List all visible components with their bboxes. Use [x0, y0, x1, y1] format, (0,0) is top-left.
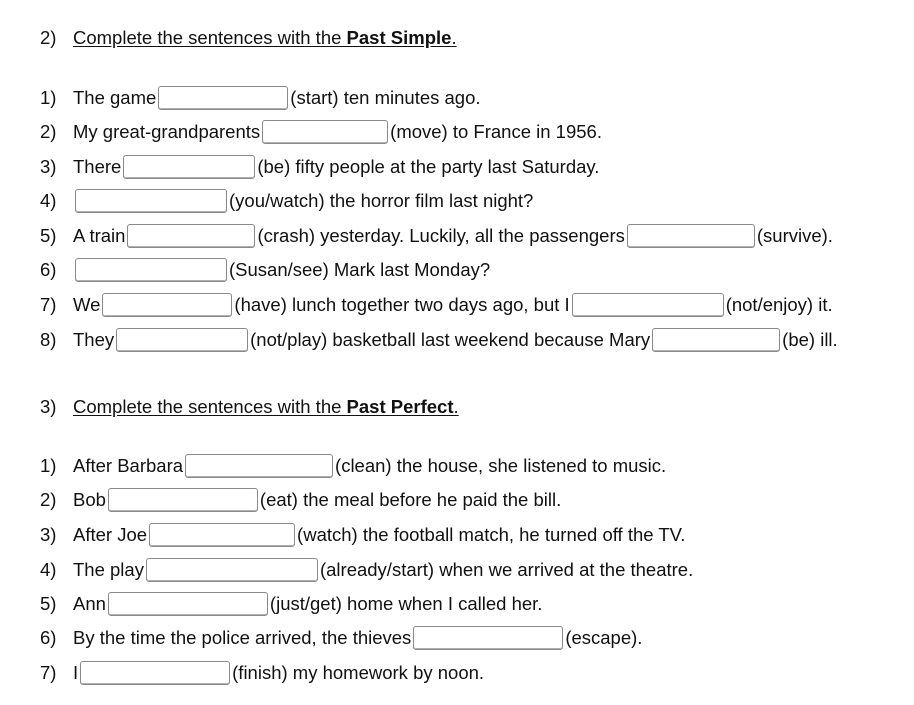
section-title: Complete the sentences with the Past Perfect.	[73, 396, 459, 417]
answer-input[interactable]	[185, 454, 333, 478]
answer-input[interactable]	[413, 626, 563, 650]
answer-input[interactable]	[149, 523, 295, 547]
answer-input[interactable]	[158, 86, 288, 110]
exercise-item: 7) I (finish) my homework by noon.	[40, 662, 485, 683]
exercise-item: 2) My great-grandparents (move) to France in 1956.	[40, 121, 602, 142]
section-number: 3)	[40, 396, 57, 417]
answer-input[interactable]	[80, 661, 230, 685]
exercise-item: 3) After Joe (watch) the football match, he turned off the TV.	[40, 524, 686, 545]
exercise-item: 2) Bob (eat) the meal before he paid the bill.	[40, 489, 562, 510]
section-2-heading	[40, 27, 457, 49]
section-title: Complete the sentences with the Past Simple.	[73, 27, 457, 48]
section-number: 2)	[40, 27, 57, 48]
answer-input[interactable]	[75, 189, 227, 213]
answer-input[interactable]	[627, 224, 755, 248]
answer-input[interactable]	[75, 258, 227, 282]
exercise-item: 4) (you/watch) the horror film last night?	[40, 190, 534, 211]
answer-input[interactable]	[127, 224, 255, 248]
section-3-heading	[40, 396, 459, 418]
answer-input[interactable]	[108, 592, 268, 616]
answer-input[interactable]	[102, 293, 232, 317]
answer-input[interactable]	[262, 120, 388, 144]
exercise-item: 8) They (not/play) basketball last weekend because Mary (be) ill.	[40, 329, 838, 350]
answer-input[interactable]	[108, 488, 258, 512]
answer-input[interactable]	[123, 155, 255, 179]
exercise-item: 3) There (be) fifty people at the party last Saturday.	[40, 156, 600, 177]
exercise-item: 4) The play (already/start) when we arrived at the theatre.	[40, 559, 694, 580]
answer-input[interactable]	[146, 558, 318, 582]
exercise-item: 1) The game (start) ten minutes ago.	[40, 87, 481, 108]
answer-input[interactable]	[572, 293, 724, 317]
exercise-item: 5) A train (crash) yesterday. Luckily, all the passengers (survive).	[40, 225, 833, 246]
exercise-item: 7) We (have) lunch together two days ago, but I (not/enjoy) it.	[40, 294, 833, 315]
answer-input[interactable]	[116, 328, 248, 352]
exercise-item: 6) By the time the police arrived, the thieves (escape).	[40, 627, 643, 648]
exercise-item: 5) Ann (just/get) home when I called her.	[40, 593, 543, 614]
exercise-item: 1) After Barbara (clean) the house, she listened to music.	[40, 455, 667, 476]
answer-input[interactable]	[652, 328, 780, 352]
exercise-item: 6) (Susan/see) Mark last Monday?	[40, 259, 491, 280]
